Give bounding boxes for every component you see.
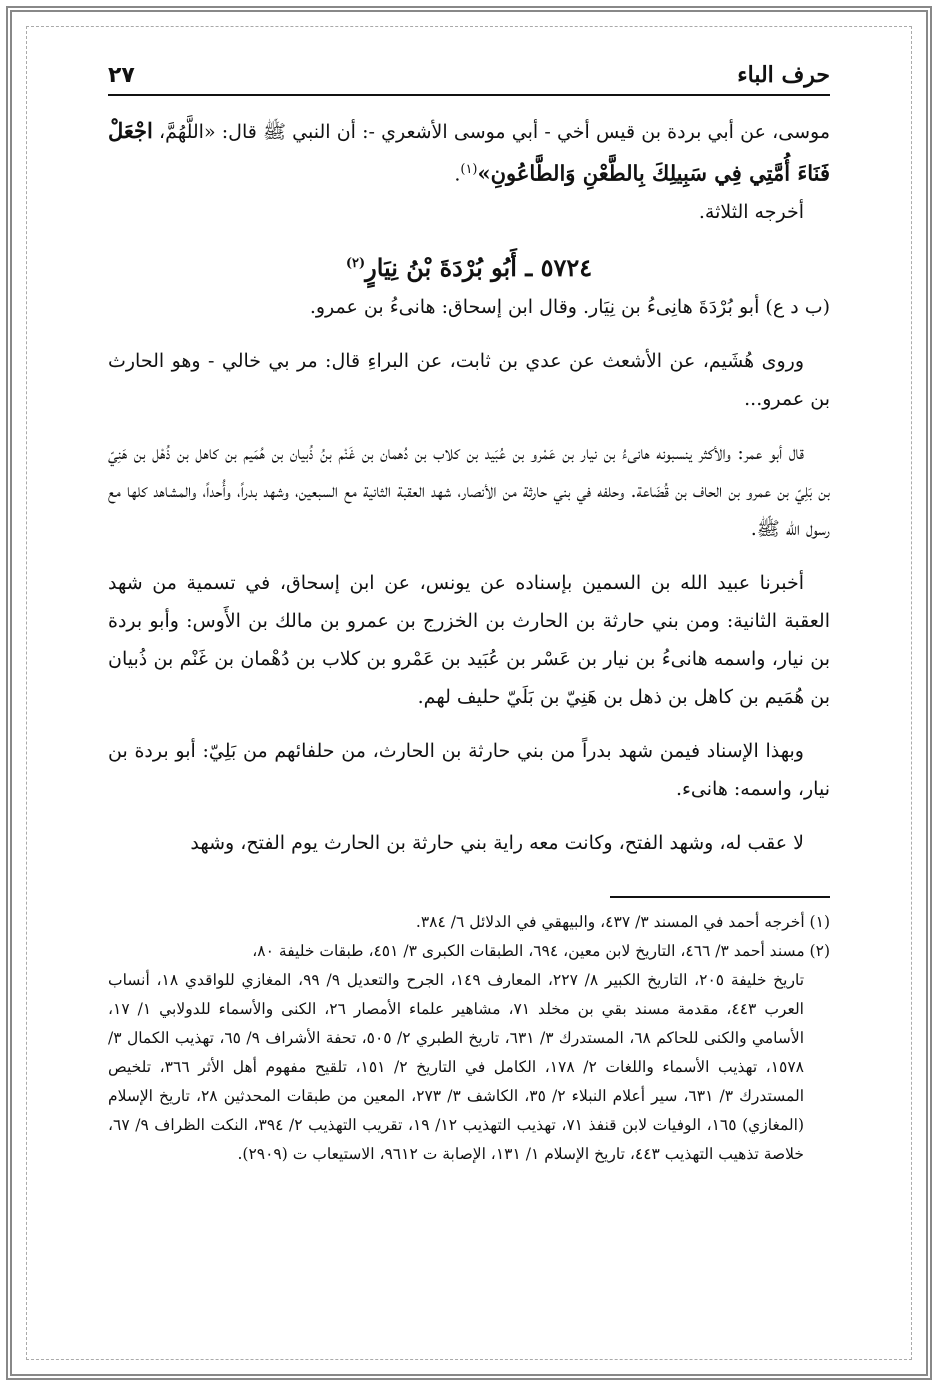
running-header [108,62,830,96]
paragraph-hadith [108,112,830,193]
footnote-mark-2: (٢) [345,256,366,272]
footnote-separator [610,896,830,898]
book-page [108,62,830,1169]
paragraph-badr: وبهذا الإسناد فيمن شهد بدراً من بني حارثة بن الحارث، من حلفائهم من بَلِيّ: أبو بردة بن نيار، واسمه: هانىء. [108,740,830,801]
footnote-mark-1: (١) [460,162,478,177]
entry-title [108,253,830,282]
footnote-2: (٢) مسند أحمد ٣/ ٤٦٦، التاريخ لابن معين، ٦٩٤، الطبقات الكبرى ٣/ ٤٥١، طبقات خليفة ٨٠، [252,942,830,961]
footnote-1: (١) أخرجه أحمد في المسند ٣/ ٤٣٧، والبيهقي في الدلائل ٦/ ٣٨٤. [415,913,830,932]
hadith-intro: موسى، عن أبي بردة بن قيس أخي - أبي موسى الأشعري -: أن النبي ﷺ قال: «اللَّهُمَّ، [159,121,830,143]
paragraph-takhrij: أخرجه الثلاثة. [698,201,804,224]
page-number: ٢٧ [108,63,135,88]
footnote-2-continued: تاريخ خليفة ٢٠٥، التاريخ الكبير ٨/ ٢٢٧، المعارف ١٤٩، الجرح والتعديل ٩/ ٩٩، المغازي للواقدي ١٨، أنساب العرب ٤٤٣، مقدمة مسند بقي بن مخلد ٧١، مشاهير علماء الأمصار ٢٦، الكنى والأسماء للدولابي ١/ ١٧، الأسامي والكنى للحاكم ٦٨، المستدرك ٣/ ٦٣١، تاريخ الطبري ٢/ ٥٠٥، تحفة الأشراف ٩/ ٦٥، تهذيب الكمال ٣/ ١٥٧٨، تهذيب الأسماء واللغات ٢/ ١٧٨، الكامل في التاريخ ٢/ ١٥١، تلقيح مفهوم أهل الأثر ٣٦٦، تلخيص المستدرك ٣/ ٦٣١، سير أعلام النبلاء ٢/ ٣٥، الكاشف ٣/ ٢٧٣، المعين من طبقات المحدثين ٢٨، تاريخ الإسلام (المغازي) ١٦٥، الوفيات لابن قنفذ ٧١، تهذيب التهذيب ١٢/ ١٩، تقريب التهذيب ٢/ ٣٩٤، النكت الظراف ٩/ ٦٧، خلاصة تذهيب التهذيب ٤٤٣، تاريخ الإسلام ١/ ١٣١، الإصابة ت ٩٦١٢، الاستيعاب ت (٢٩٠٩). [108,971,805,1164]
paragraph-names: (ب د ع) أبو بُرْدَةَ هانِىءُ بن نِيَار. وقال ابن إسحاق: هانىءُ بن عمرو. [309,296,830,319]
paragraph-hushaym: وروى هُشَيم، عن الأشعث عن عدي بن ثابت، عن البراءِ قال: مر بي خالي - وهو الحارث بن عمرو... [108,350,830,411]
entry-title-text: ٥٧٢٤ ـ أَبُو بُرْدَةَ بْنُ نِيَارٍ [365,253,593,283]
header-title: حرف الباء [737,62,830,88]
paragraph-abu-umar: قال أبو عمر: والأكثر ينسبونه هانىءُ بن نيار بن عَمْرو بن عُبَيد بن كلاب بن دُهمان بن غَنْم بنُ ذُبيان بن هُمَيم بن كاهل بن ذُهْل بن هَنِيّ بن بَلِيّ بن عمرو بن الحاف بن قُضَاعة. وحلفه في بني حارثة من الأنصار، شهد العقبة الثانية مع السبعين، وشهد بدراً، وأُحداً، والمشاهد كلها مع رسول الله ﷺ. [108,442,830,541]
hadith-end: . [454,163,461,186]
footnotes [108,908,830,1169]
paragraph-isnad: أخبرنا عبيد الله بن السمين بإسناده عن يونس، عن ابن إسحاق، في تسمية من شهد العقبة الثانية: ومن بني حارثة بن الحارث بن الخزرج بن عمرو بن مالك بن الأَوس: وأبو بردة بن نيار، واسمه هانىءُ بن نيار بن عَسْر بن عُبَيد بن عَمْرو بن كلاب بن دُهْمان بن غَنْم بن ذُبيان بن هُمَيم بن كاهل بن ذهل بن هَنِيّ بن بَلَيّ حليف لهم. [108,572,830,709]
paragraph-fath: لا عقب له، وشهد الفتح، وكانت معه راية بني حارثة بن الحارث يوم الفتح، وشهد [190,832,804,855]
hadith-quote: اجْعَلْ فَنَاءَ أُمَّتِي فِي سَبِيلِكَ بِالطَّعْنِ وَالطَّاعُونِ» [108,118,830,186]
